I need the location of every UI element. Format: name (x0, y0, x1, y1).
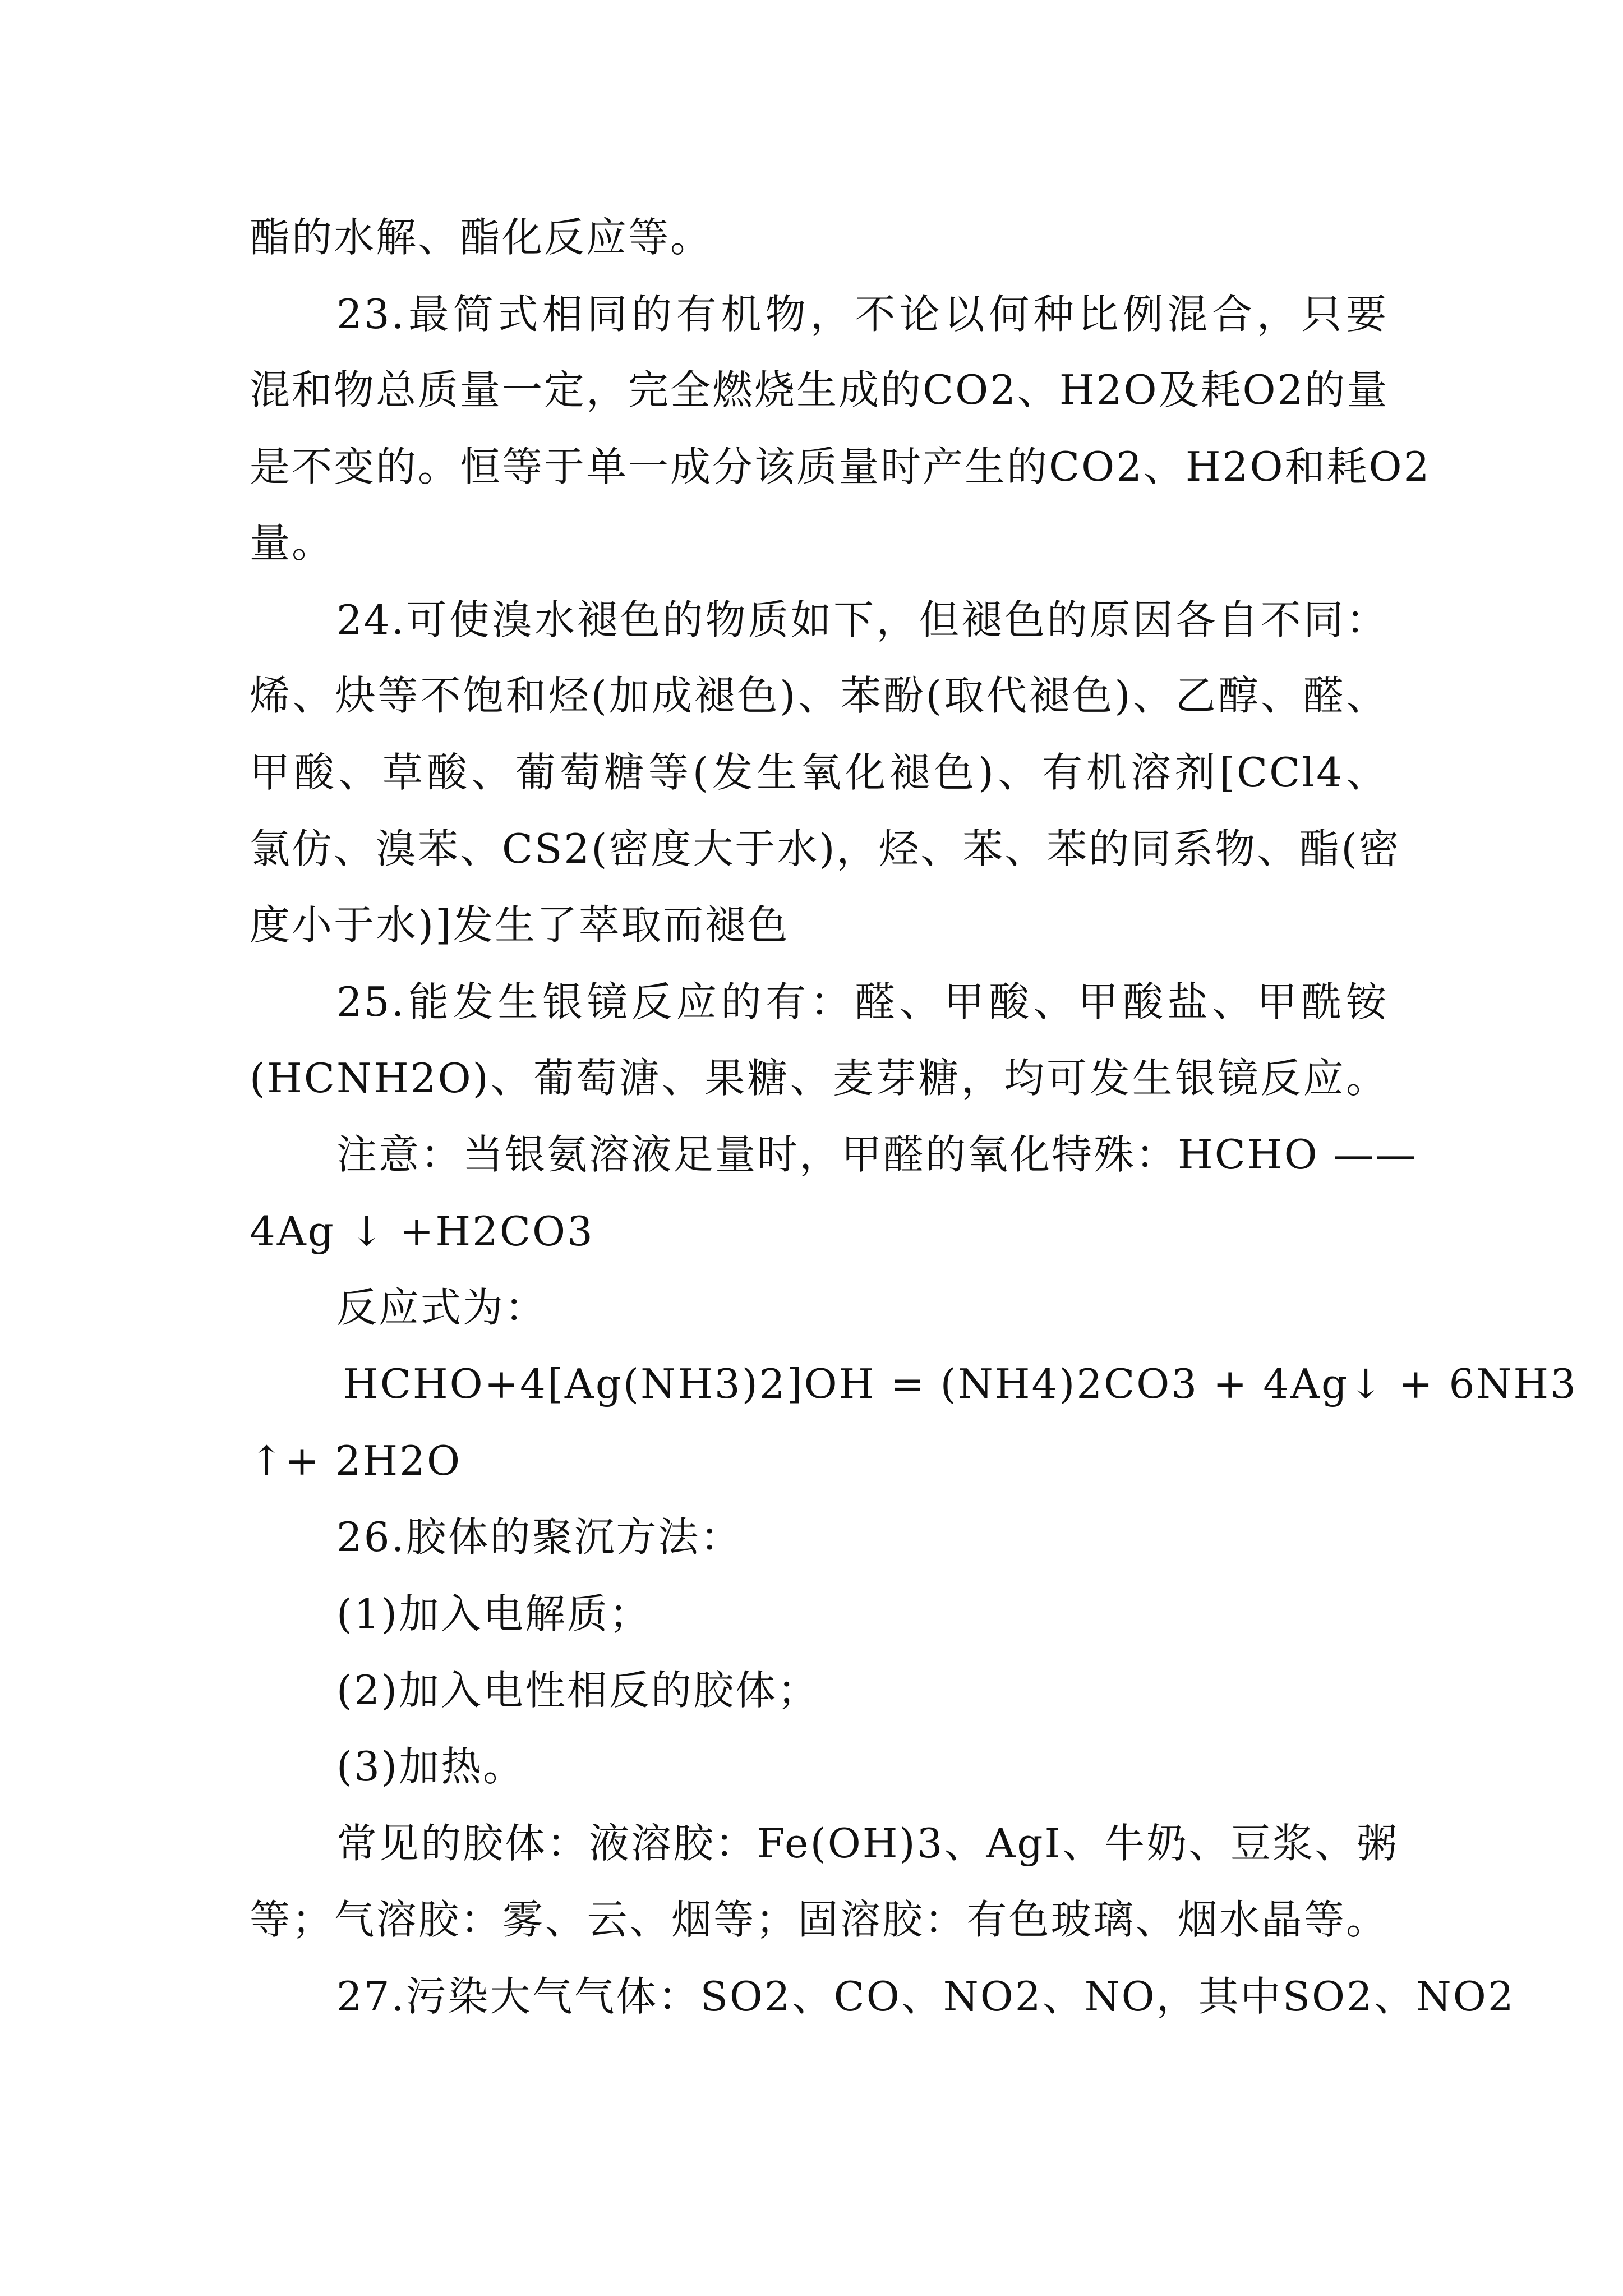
reaction-equation-line-2: ↑+ 2H2O (250, 1437, 462, 1484)
reaction-label: 反应式为： (336, 1284, 547, 1331)
item-23-line-1: 23.最简式相同的有机物，不论以何种比例混合，只要 (336, 291, 1388, 338)
item-24-line-3: 甲酸、草酸、葡萄糖等(发生氧化褪色)、有机溶剂[CCl4、 (250, 749, 1388, 796)
item-24-line-5: 度小于水)]发生了萃取而褪色 (250, 901, 790, 949)
note-line-1: 注意：当银氨溶液足量时，甲醛的氧化特殊：HCHO —— (336, 1131, 1418, 1178)
item-24-line-4: 氯仿、溴苯、CS2(密度大于水)，烃、苯、苯的同系物、酯(密 (250, 825, 1401, 872)
item-23-line-2: 混和物总质量一定，完全燃烧生成的CO2、H2O及耗O2的量 (250, 366, 1389, 413)
item-27-line-1: 27.污染大气气体：SO2、CO、NO2、NO，其中SO2、NO2 (336, 1973, 1515, 2020)
item-25-line-1: 25.能发生银镜反应的有：醛、甲酸、甲酸盐、甲酰铵 (336, 978, 1388, 1025)
item-26-heading: 26.胶体的聚沉方法： (336, 1513, 743, 1561)
item-24-line-2: 烯、炔等不饱和烃(加成褪色)、苯酚(取代褪色)、乙醇、醛、 (250, 672, 1388, 719)
item-24-line-1: 24.可使溴水褪色的物质如下，但褪色的原因各自不同： (336, 596, 1388, 643)
item-23-line-3: 是不变的。恒等于单一成分该质量时产生的CO2、H2O和耗O2 (250, 443, 1431, 490)
paragraph-line: 酯的水解、酯化反应等。 (250, 214, 713, 261)
item-26-method-2: (2)加入电性相反的胶体； (336, 1667, 819, 1714)
colloid-examples-line-1: 常见的胶体：液溶胶：Fe(OH)3、AgI、牛奶、豆浆、粥 (336, 1820, 1399, 1867)
note-line-2: 4Ag ↓ +H2CO3 (250, 1208, 594, 1255)
item-23-line-4: 量。 (250, 519, 334, 567)
colloid-examples-line-2: 等；气溶胶：雾、云、烟等；固溶胶：有色玻璃、烟水晶等。 (250, 1896, 1388, 1943)
reaction-equation-line-1: HCHO+4[Ag(NH3)2]OH = (NH4)2CO3 + 4Ag↓ + 6NH3 (343, 1360, 1578, 1407)
item-26-method-1: (1)加入电解质； (336, 1590, 651, 1637)
item-25-line-2: (HCNH2O)、葡萄溏、果糖、麦芽糖，均可发生银镜反应。 (250, 1055, 1388, 1102)
item-26-method-3: (3)加热。 (336, 1743, 525, 1790)
